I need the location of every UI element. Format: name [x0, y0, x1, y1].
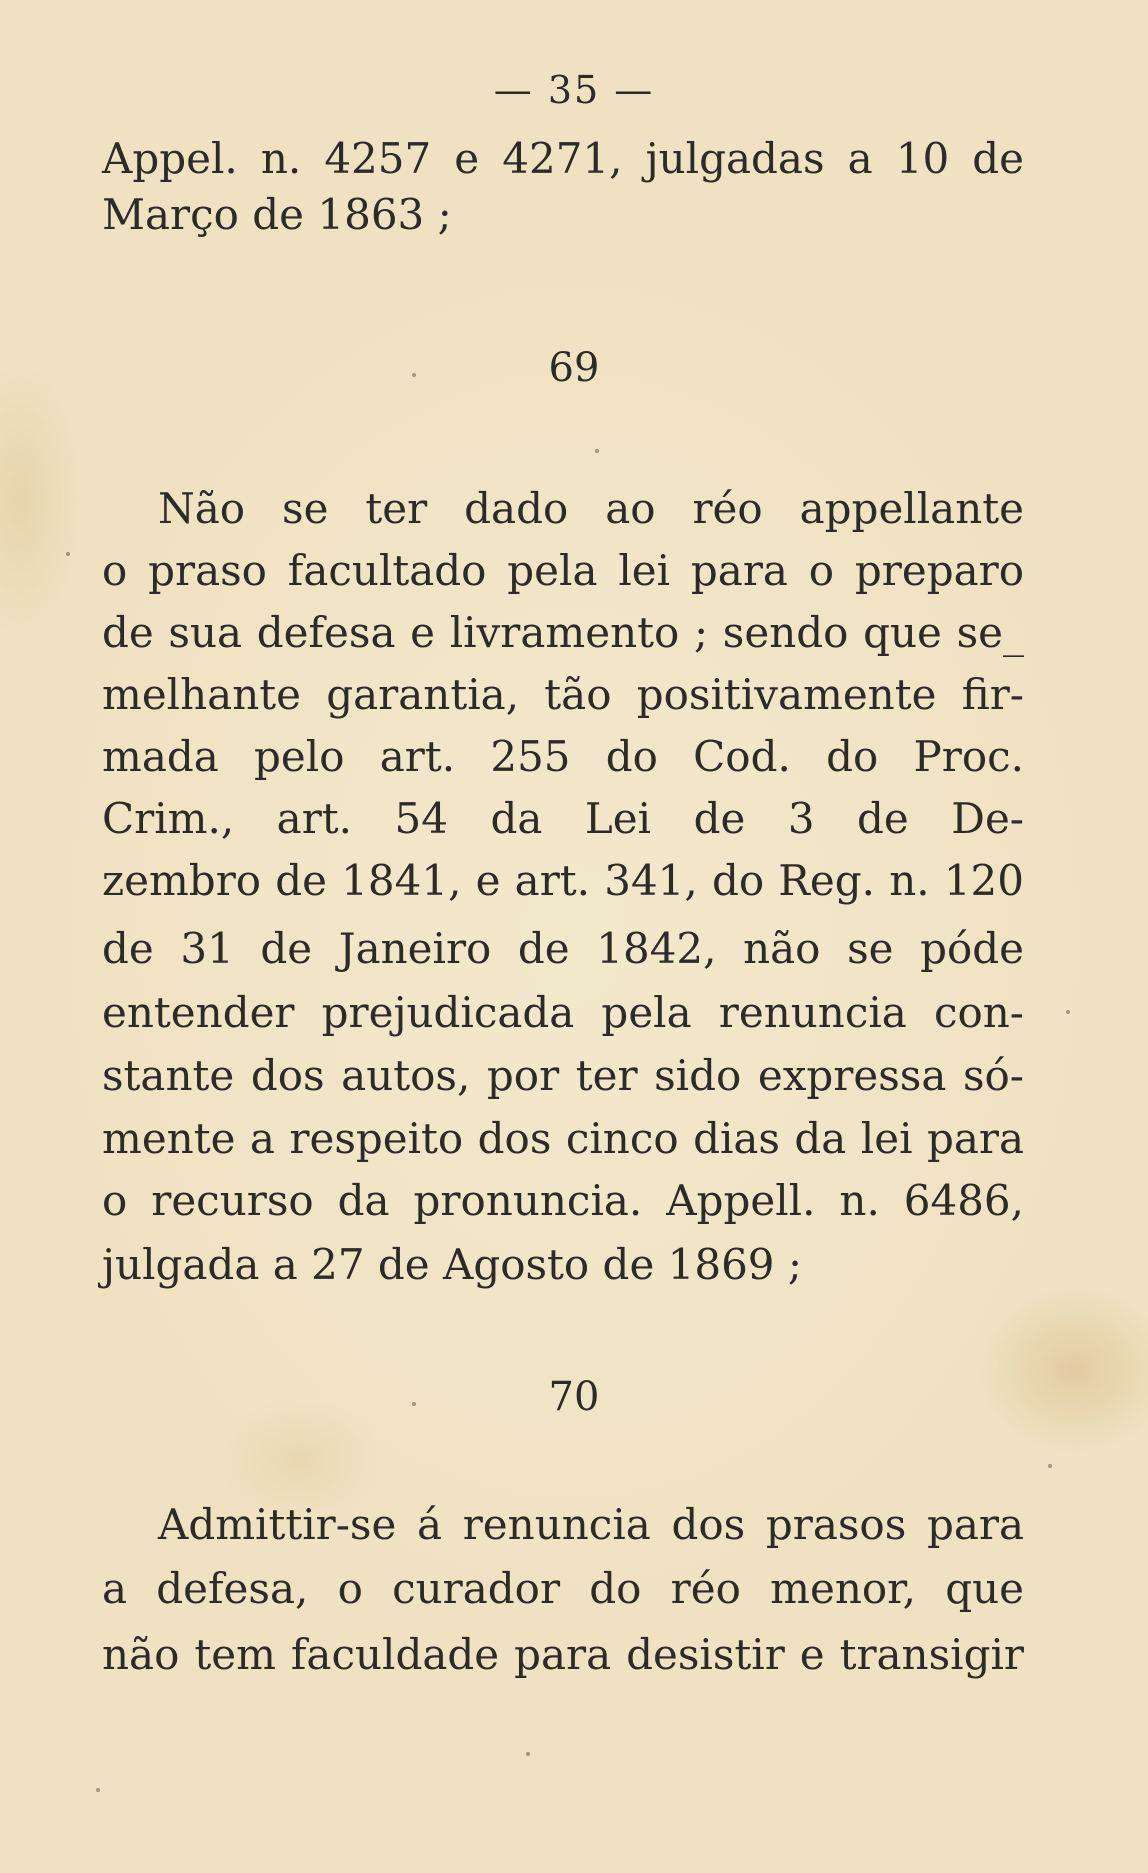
paper-speck: [595, 449, 599, 453]
paper-speck: [412, 373, 416, 377]
section-number: 69: [548, 345, 600, 391]
text-line: não tem faculdade para desistir e transigir: [102, 1630, 1024, 1679]
text-line: a defesa, o curador do réo menor, que: [102, 1564, 1024, 1613]
text-line: stante dos autos, por ter sido expressa só-: [102, 1051, 1024, 1100]
text-line: Crim., art. 54 da Lei de 3 de De-: [102, 794, 1024, 843]
text-line: entender prejudicada pela renuncia con-: [102, 988, 1024, 1037]
section-number: 70: [548, 1374, 600, 1420]
text-line: mente a respeito dos cinco dias da lei para: [102, 1114, 1024, 1163]
text-line: zembro de 1841, e art. 341, do Reg. n. 120: [102, 856, 1024, 905]
text-line: Não se ter dado ao réo appellante: [158, 484, 1024, 533]
paper-speck: [526, 1752, 530, 1756]
text-line: o recurso da pronuncia. Appell. n. 6486,: [102, 1176, 1024, 1225]
paper-speck: [1048, 1464, 1052, 1468]
text-line: Março de 1863 ;: [102, 190, 452, 239]
text-line: o praso facultado pela lei para o preparo: [102, 546, 1024, 595]
text-line: melhante garantia, tão positivamente fir-: [102, 670, 1024, 719]
paper-speck: [1066, 1010, 1070, 1014]
text-line: de sua defesa e livramento ; sendo que se_: [102, 608, 1024, 657]
text-line: Appel. n. 4257 e 4271, julgadas a 10 de: [102, 134, 1024, 183]
text-line: julgada a 27 de Agosto de 1869 ;: [102, 1240, 803, 1289]
text-line: mada pelo art. 255 do Cod. do Proc.: [102, 732, 1024, 781]
paper-speck: [66, 552, 70, 556]
paper-speck: [96, 1788, 100, 1792]
paper-speck: [412, 1402, 416, 1406]
text-line: Admittir-se á renuncia dos prasos para: [158, 1500, 1024, 1549]
page-number: — 35 —: [493, 68, 655, 112]
text-line: de 31 de Janeiro de 1842, não se póde: [102, 924, 1024, 973]
